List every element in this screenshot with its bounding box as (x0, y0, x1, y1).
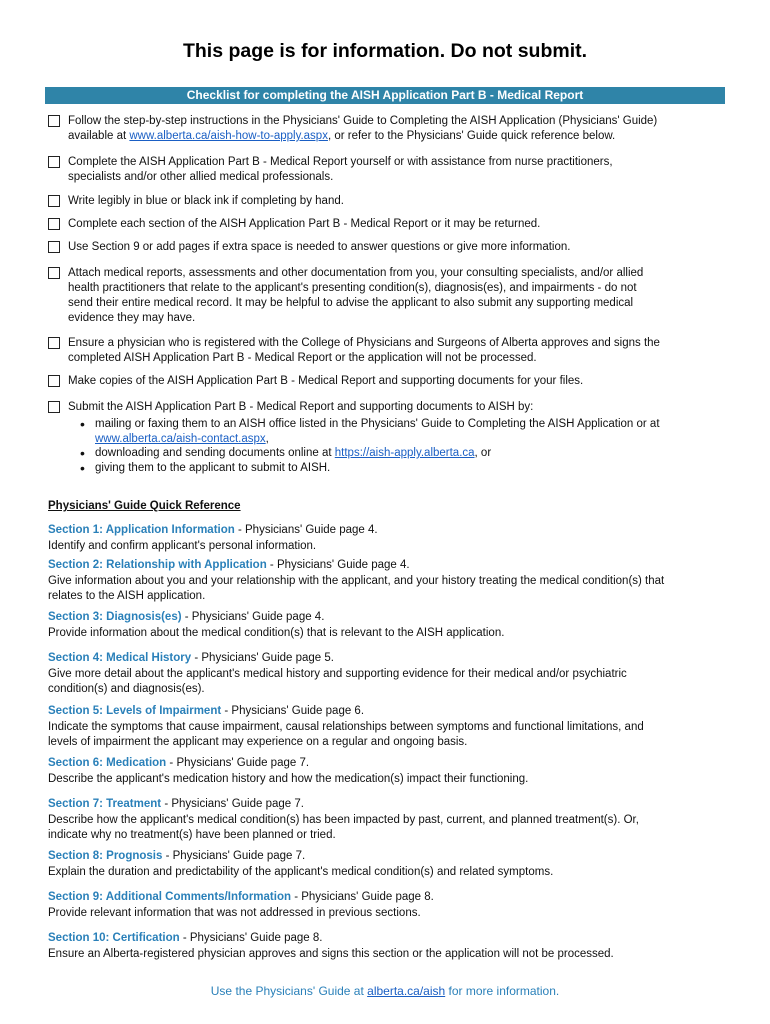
section-name: Section 1: Application Information (48, 524, 235, 536)
submit-methods-list (80, 417, 728, 475)
section-reference-3: Section 3: Diagnosis(es) - Physicians' Guide page 4. Provide information about the medical condition(s) that is relevant to the AISH application. (48, 611, 505, 639)
checklist-banner: Checklist for completing the AISH Application Part B - Medical Report (45, 87, 725, 104)
checklist-item-submit: Submit the AISH Application Part B - Medical Report and supporting documents to AISH by: • mailing or faxing them to an AISH office listed in the Physicians' Guide to Completing the AISH Application or at www.alberta.ca/aish-contact.aspx, • downloading and sending documents online at https://aish-apply.alberta.ca, or • giving them to the applicant to submit to AISH. (48, 400, 728, 475)
section-reference-5: Section 5: Levels of Impairment - Physicians' Guide page 6. Indicate the symptoms that cause impairment, causal relationships between symptoms and functional limitations, and levels of impairment the applicant may experience on a regular and ongoing basis. (48, 705, 644, 748)
list-item: • giving them to the applicant to submit to AISH. (80, 461, 728, 476)
section-reference-9: Section 9: Additional Comments/Information - Physicians' Guide page 8. Provide relevant information that was not addressed in previous sections. (48, 891, 434, 919)
section-reference-1: Section 1: Application Information - Physicians' Guide page 4. Identify and confirm applicant's personal information. (48, 524, 378, 552)
section-reference-6: Section 6: Medication - Physicians' Guide page 7. Describe the applicant's medication history and how the medication(s) impact their functioning. (48, 757, 529, 785)
section-reference-4: Section 4: Medical History - Physicians' Guide page 5. Give more detail about the applicant's medical history and supporting evidence for their medical and/or psychiatric condition(s) and diagnosis(es). (48, 652, 627, 695)
section-name: Section 5: Levels of Impairment (48, 705, 222, 717)
checkbox[interactable] (48, 375, 60, 387)
quick-reference-heading: Physicians' Guide Quick Reference (48, 500, 241, 512)
checklist-item-physician-signs: Ensure a physician who is registered with the College of Physicians and Surgeons of Alberta approves and signs the completed AISH Application Part B - Medical Report or the application will not be processed. (48, 336, 728, 366)
section-reference-8: Section 8: Prognosis - Physicians' Guide page 7. Explain the duration and predictability of the applicant's medical condition(s) and related symptoms. (48, 850, 554, 878)
how-to-apply-link[interactable]: www.alberta.ca/aish-how-to-apply.aspx (129, 130, 328, 142)
aish-apply-link[interactable]: https://aish-apply.alberta.ca (334, 447, 475, 459)
section-reference-7: Section 7: Treatment - Physicians' Guide page 7. Describe how the applicant's medical condition(s) has been impacted by past, current, and planned treatment(s). Or, indicate why no treatment(s) have been planned or tried. (48, 798, 639, 841)
section-reference-10: Section 10: Certification - Physicians' Guide page 8. Ensure an Alberta-registered physician approves and signs this section or the application will not be processed. (48, 932, 614, 960)
section-reference-2: Section 2: Relationship with Application - Physicians' Guide page 4. Give information about you and your relationship with the applicant, and your history treating the medical condition(s) that relates to the AISH application. (48, 559, 665, 602)
section-name: Section 4: Medical History (48, 652, 192, 664)
section-name: Section 7: Treatment (48, 798, 162, 810)
section-name: Section 10: Certification (48, 932, 180, 944)
checkbox[interactable] (48, 156, 60, 168)
page-title: This page is for information. Do not submit. (182, 40, 588, 62)
checkbox[interactable] (48, 337, 60, 349)
section-name: Section 8: Prognosis (48, 850, 163, 862)
checkbox[interactable] (48, 401, 60, 413)
checkbox[interactable] (48, 218, 60, 230)
checklist-item-attach-reports: Attach medical reports, assessments and other documentation from you, your consulting specialists, and/or allied health practitioners that relate to the applicant's presenting condition(s), diagnosis(es), and impairments - do not send their entire medical record. It may be helpful to advise the applicant to also submit any supporting medical evidence they may have. (48, 266, 728, 326)
section-name: Section 3: Diagnosis(es) (48, 611, 182, 623)
alberta-aish-link[interactable]: alberta.ca/aish (367, 984, 446, 998)
checklist-item-complete-sections: Complete each section of the AISH Application Part B - Medical Report or it may be returned. (48, 217, 728, 232)
checkbox[interactable] (48, 241, 60, 253)
checklist-item-follow-guide: Follow the step-by-step instructions in the Physicians' Guide to Completing the AISH Application (Physicians' Guide) available at www.alberta.ca/aish-how-to-apply.aspx, or refer to the Physicians' Guide quick reference below. (48, 114, 728, 144)
checkbox[interactable] (48, 195, 60, 207)
section-name: Section 6: Medication (48, 757, 167, 769)
section-name: Section 9: Additional Comments/Information (48, 891, 291, 903)
checklist-item-write-legibly: Write legibly in blue or black ink if completing by hand. (48, 194, 728, 209)
checklist-item-complete-report: Complete the AISH Application Part B - Medical Report yourself or with assistance from nurse practitioners, specialists and/or other allied medical professionals. (48, 155, 728, 185)
checklist-item-make-copies: Make copies of the AISH Application Part B - Medical Report and supporting documents for your files. (48, 374, 728, 389)
checklist-item-use-section-9: Use Section 9 or add pages if extra space is needed to answer questions or give more information. (48, 240, 728, 255)
checkbox[interactable] (48, 115, 60, 127)
footer-note: Use the Physicians' Guide at alberta.ca/aish for more information. (210, 984, 560, 998)
section-name: Section 2: Relationship with Application (48, 559, 267, 571)
checkbox[interactable] (48, 267, 60, 279)
aish-contact-link[interactable]: www.alberta.ca/aish-contact.aspx (95, 432, 266, 445)
list-item: • downloading and sending documents online at https://aish-apply.alberta.ca, or (80, 446, 728, 461)
list-item: • mailing or faxing them to an AISH office listed in the Physicians' Guide to Completing the AISH Application or at www.alberta.ca/aish-contact.aspx, (80, 417, 728, 446)
